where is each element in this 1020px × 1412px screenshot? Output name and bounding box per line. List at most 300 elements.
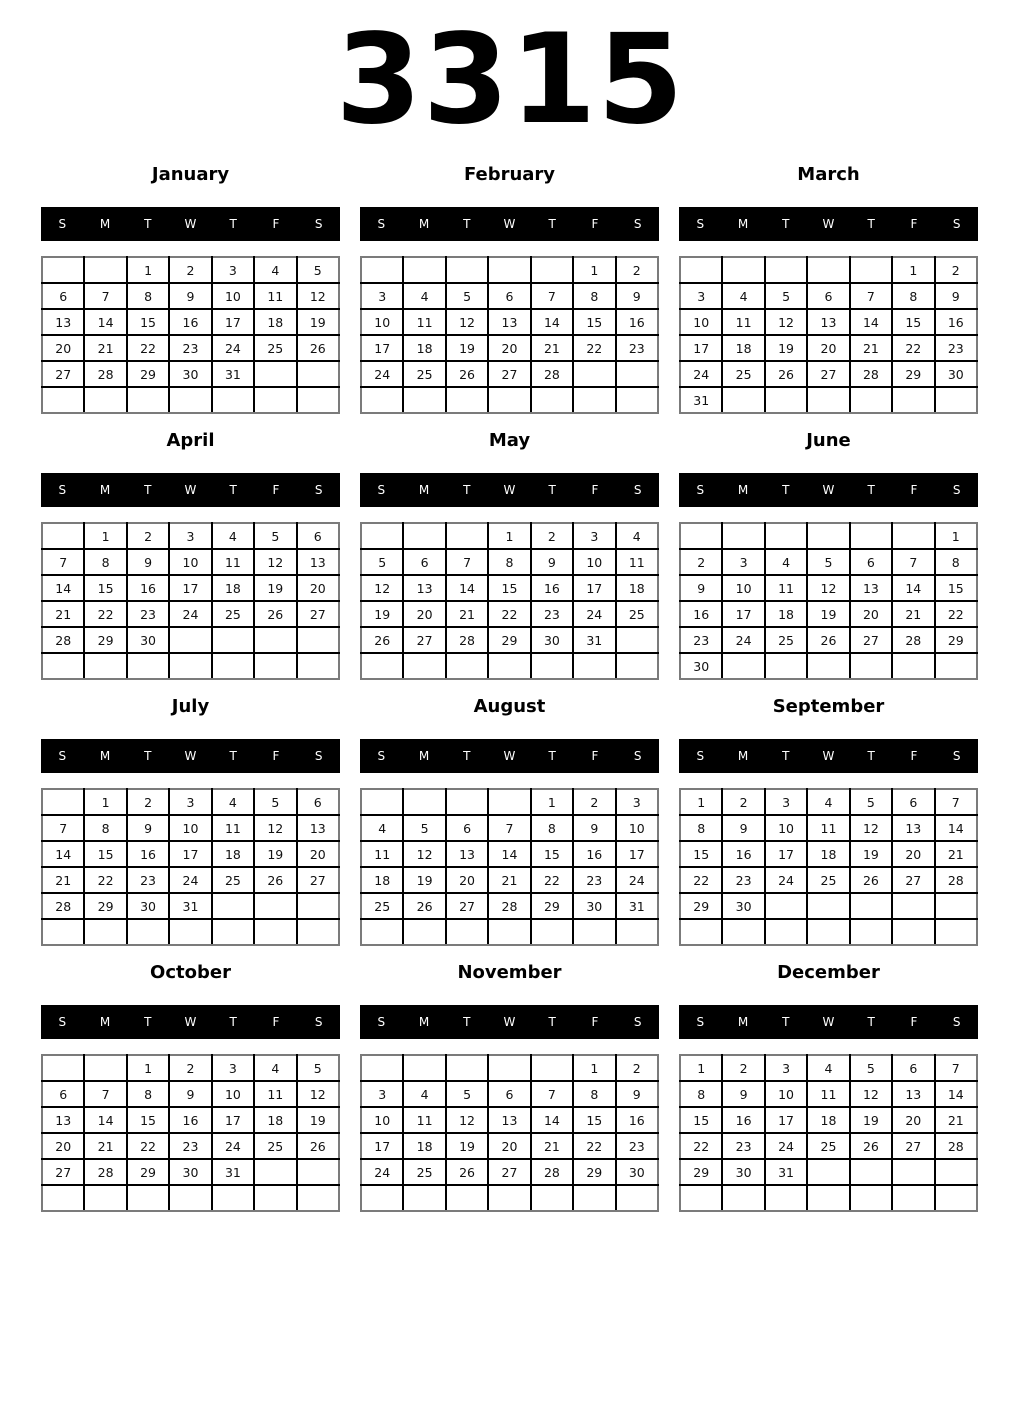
day-cell: 8 [680,815,722,841]
empty-day-cell [297,893,339,919]
week-row [361,1159,658,1185]
day-cell: 23 [169,1133,211,1159]
empty-day-cell [403,1185,445,1211]
month-block [679,165,978,414]
empty-day-cell [84,919,126,945]
weekday-header: T [782,749,790,763]
weekday-header: T [548,749,556,763]
day-cell: 25 [361,893,403,919]
day-cell: 9 [127,549,169,575]
day-cell: 18 [722,335,764,361]
day-cell: 2 [169,1055,211,1081]
day-cell: 13 [42,309,84,335]
day-cell: 26 [297,1133,339,1159]
day-cell: 17 [361,1133,403,1159]
weekday-header: S [633,749,642,763]
week-row [361,361,658,387]
day-cell: 3 [212,257,254,283]
week-row [361,335,658,361]
week-row [361,549,658,575]
day-cell: 21 [84,1133,126,1159]
day-cell: 29 [127,361,169,387]
day-cell: 3 [212,1055,254,1081]
day-cell: 12 [403,841,445,867]
empty-day-cell [254,919,296,945]
month-block [41,697,340,946]
day-cell: 14 [531,309,573,335]
day-cell: 25 [254,1133,296,1159]
empty-day-cell [680,1185,722,1211]
empty-day-cell [297,387,339,413]
weekday-header: S [696,1015,705,1029]
day-cell: 6 [488,283,530,309]
day-cell: 9 [573,815,615,841]
day-cell: 18 [765,601,807,627]
empty-day-cell [403,1055,445,1081]
day-cell: 3 [361,1081,403,1107]
weekday-header: M [99,1015,111,1029]
empty-day-cell [212,653,254,679]
day-cell: 13 [446,841,488,867]
day-cell: 7 [850,283,892,309]
weekday-header: T [782,483,790,497]
day-cell: 7 [892,549,934,575]
empty-day-cell [446,653,488,679]
empty-day-cell [254,653,296,679]
weekday-header: M [418,483,430,497]
week-row [361,815,658,841]
empty-day-cell [297,919,339,945]
day-cell: 9 [169,283,211,309]
day-cell: 2 [935,257,977,283]
day-cell: 20 [488,335,530,361]
day-cell: 15 [680,1107,722,1133]
days-table [679,522,978,680]
day-cell: 7 [84,1081,126,1107]
day-cell: 1 [127,1055,169,1081]
empty-day-cell [361,789,403,815]
day-cell: 8 [84,549,126,575]
day-cell: 27 [892,1133,934,1159]
weekday-header: T [144,1015,152,1029]
day-cell: 7 [488,815,530,841]
day-cell: 10 [212,283,254,309]
day-cell: 3 [169,789,211,815]
day-cell: 2 [722,1055,764,1081]
empty-day-cell [42,257,84,283]
month-block [41,431,340,680]
month-title: November [457,962,562,983]
empty-day-cell [807,387,849,413]
week-row [42,653,339,679]
week-row [361,257,658,283]
week-row [361,601,658,627]
day-cell: 19 [850,1107,892,1133]
weekday-header: M [737,483,749,497]
empty-day-cell [765,523,807,549]
day-cell: 1 [84,789,126,815]
day-cell: 29 [573,1159,615,1185]
week-row [680,841,977,867]
week-row [361,919,658,945]
day-cell: 20 [42,335,84,361]
day-cell: 5 [765,283,807,309]
empty-day-cell [850,919,892,945]
weekday-header: T [463,217,471,231]
day-cell: 13 [297,815,339,841]
day-cell: 29 [488,627,530,653]
empty-day-cell [680,257,722,283]
day-cell: 19 [297,1107,339,1133]
weekday-header-bar [679,473,978,507]
day-cell: 18 [212,841,254,867]
weekday-header: T [229,1015,237,1029]
week-row [42,627,339,653]
day-cell: 31 [212,361,254,387]
empty-day-cell [935,919,977,945]
weekday-header-bar [41,1005,340,1039]
weekday-header: F [272,1015,280,1029]
day-cell: 23 [616,335,658,361]
day-cell: 17 [361,335,403,361]
days-table [360,788,659,946]
day-cell: 18 [403,335,445,361]
weekday-header: T [782,217,790,231]
day-cell: 3 [169,523,211,549]
day-cell: 21 [531,1133,573,1159]
day-cell: 13 [488,1107,530,1133]
weekday-header: T [867,1015,875,1029]
empty-day-cell [212,627,254,653]
day-cell: 7 [531,1081,573,1107]
days-table [679,788,978,946]
month-title: October [150,962,231,983]
empty-day-cell [254,361,296,387]
day-cell: 10 [169,815,211,841]
day-cell: 4 [212,789,254,815]
day-cell: 21 [42,601,84,627]
day-cell: 26 [446,1159,488,1185]
empty-day-cell [212,919,254,945]
weekday-header: F [591,749,599,763]
day-cell: 5 [297,1055,339,1081]
day-cell: 15 [680,841,722,867]
empty-day-cell [84,653,126,679]
weekday-header: M [99,217,111,231]
day-cell: 25 [807,867,849,893]
day-cell: 4 [254,257,296,283]
day-cell: 3 [573,523,615,549]
week-row [42,1055,339,1081]
week-row [361,1133,658,1159]
empty-day-cell [446,919,488,945]
day-cell: 18 [361,867,403,893]
day-cell: 19 [254,841,296,867]
week-row [42,919,339,945]
day-cell: 9 [531,549,573,575]
weekday-header: T [463,749,471,763]
week-row [680,601,977,627]
empty-day-cell [680,919,722,945]
day-cell: 9 [935,283,977,309]
day-cell: 1 [84,523,126,549]
empty-day-cell [850,653,892,679]
empty-day-cell [722,1185,764,1211]
day-cell: 3 [765,789,807,815]
day-cell: 26 [765,361,807,387]
day-cell: 5 [254,523,296,549]
empty-day-cell [361,387,403,413]
weekday-header-bar [679,207,978,241]
day-cell: 23 [680,627,722,653]
weekday-header: T [229,749,237,763]
day-cell: 15 [84,841,126,867]
empty-day-cell [765,893,807,919]
day-cell: 3 [680,283,722,309]
empty-day-cell [127,919,169,945]
day-cell: 10 [361,1107,403,1133]
month-block [41,165,340,414]
day-cell: 14 [84,309,126,335]
weekday-header: W [503,749,516,763]
empty-day-cell [297,627,339,653]
empty-day-cell [573,653,615,679]
empty-day-cell [616,919,658,945]
weekday-header: M [99,483,111,497]
week-row [42,1133,339,1159]
day-cell: 22 [680,1133,722,1159]
day-cell: 4 [403,283,445,309]
day-cell: 14 [935,1081,977,1107]
day-cell: 6 [488,1081,530,1107]
day-cell: 24 [361,361,403,387]
empty-day-cell [42,653,84,679]
day-cell: 6 [297,523,339,549]
empty-day-cell [127,387,169,413]
day-cell: 30 [935,361,977,387]
month-title: April [166,430,215,451]
day-cell: 11 [212,549,254,575]
empty-day-cell [361,1055,403,1081]
day-cell: 22 [84,601,126,627]
day-cell: 8 [573,1081,615,1107]
weekday-header: M [737,1015,749,1029]
day-cell: 23 [531,601,573,627]
day-cell: 5 [403,815,445,841]
day-cell: 27 [297,601,339,627]
day-cell: 14 [488,841,530,867]
weekday-header: F [591,483,599,497]
day-cell: 30 [722,1159,764,1185]
weekday-header: S [633,217,642,231]
day-cell: 23 [722,867,764,893]
week-row [680,1159,977,1185]
day-cell: 17 [212,309,254,335]
week-row [42,335,339,361]
day-cell: 9 [127,815,169,841]
day-cell: 6 [892,1055,934,1081]
weekday-header: M [418,1015,430,1029]
day-cell: 9 [616,283,658,309]
empty-day-cell [488,919,530,945]
weekday-header-bar [41,207,340,241]
day-cell: 8 [935,549,977,575]
month-title: March [797,164,860,185]
day-cell: 27 [892,867,934,893]
month-block [679,697,978,946]
day-cell: 25 [807,1133,849,1159]
empty-day-cell [722,919,764,945]
day-cell: 12 [254,815,296,841]
day-cell: 28 [531,1159,573,1185]
day-cell: 29 [84,893,126,919]
day-cell: 1 [680,1055,722,1081]
day-cell: 26 [361,627,403,653]
day-cell: 2 [127,523,169,549]
empty-day-cell [42,789,84,815]
empty-day-cell [850,257,892,283]
week-row [680,1055,977,1081]
days-table [360,522,659,680]
day-cell: 11 [403,309,445,335]
days-table [679,256,978,414]
empty-day-cell [254,1185,296,1211]
day-cell: 4 [807,789,849,815]
day-cell: 9 [722,1081,764,1107]
empty-day-cell [807,1159,849,1185]
empty-day-cell [254,627,296,653]
day-cell: 2 [616,257,658,283]
day-cell: 25 [722,361,764,387]
day-cell: 12 [850,815,892,841]
day-cell: 15 [892,309,934,335]
empty-day-cell [446,789,488,815]
day-cell: 14 [42,841,84,867]
weekday-header: F [591,217,599,231]
week-row [680,1133,977,1159]
month-title: February [463,164,556,185]
day-cell: 7 [446,549,488,575]
day-cell: 6 [42,283,84,309]
weekday-header: W [822,1015,835,1029]
day-cell: 28 [935,1133,977,1159]
day-cell: 2 [573,789,615,815]
day-cell: 19 [446,335,488,361]
day-cell: 27 [446,893,488,919]
day-cell: 11 [807,1081,849,1107]
weekday-header: T [144,749,152,763]
day-cell: 1 [680,789,722,815]
week-row [680,1081,977,1107]
weekday-header: T [144,217,152,231]
day-cell: 8 [84,815,126,841]
day-cell: 24 [361,1159,403,1185]
day-cell: 1 [573,257,615,283]
day-cell: 28 [892,627,934,653]
empty-day-cell [765,919,807,945]
day-cell: 27 [807,361,849,387]
empty-day-cell [892,1185,934,1211]
empty-day-cell [169,1185,211,1211]
day-cell: 20 [446,867,488,893]
day-cell: 4 [722,283,764,309]
day-cell: 19 [850,841,892,867]
day-cell: 21 [531,335,573,361]
day-cell: 16 [127,575,169,601]
weekday-header: W [822,217,835,231]
day-cell: 22 [127,1133,169,1159]
day-cell: 15 [127,309,169,335]
day-cell: 12 [446,309,488,335]
month-block [360,963,659,1212]
empty-day-cell [42,387,84,413]
week-row [42,1185,339,1211]
day-cell: 8 [127,1081,169,1107]
day-cell: 16 [169,1107,211,1133]
week-row [361,627,658,653]
day-cell: 9 [169,1081,211,1107]
day-cell: 28 [84,1159,126,1185]
month-title: June [806,430,851,451]
day-cell: 29 [935,627,977,653]
day-cell: 1 [531,789,573,815]
weekday-header: S [314,483,323,497]
day-cell: 14 [531,1107,573,1133]
weekday-header: S [696,217,705,231]
week-row [42,309,339,335]
week-row [361,653,658,679]
week-row [361,387,658,413]
day-cell: 11 [403,1107,445,1133]
day-cell: 24 [573,601,615,627]
day-cell: 10 [212,1081,254,1107]
empty-day-cell [616,653,658,679]
empty-day-cell [212,1185,254,1211]
day-cell: 20 [42,1133,84,1159]
day-cell: 17 [765,1107,807,1133]
week-row [680,653,977,679]
day-cell: 22 [573,335,615,361]
day-cell: 29 [84,627,126,653]
day-cell: 24 [680,361,722,387]
day-cell: 23 [127,867,169,893]
weekday-header-bar [360,473,659,507]
empty-day-cell [765,257,807,283]
weekday-header: T [229,483,237,497]
empty-day-cell [680,523,722,549]
day-cell: 11 [765,575,807,601]
month-title: May [488,430,531,451]
day-cell: 23 [722,1133,764,1159]
day-cell: 24 [722,627,764,653]
weekday-header: T [867,483,875,497]
day-cell: 12 [807,575,849,601]
day-cell: 20 [403,601,445,627]
empty-day-cell [807,653,849,679]
empty-day-cell [361,523,403,549]
day-cell: 23 [573,867,615,893]
week-row [361,1107,658,1133]
empty-day-cell [765,653,807,679]
day-cell: 16 [680,601,722,627]
empty-day-cell [488,1185,530,1211]
day-cell: 6 [892,789,934,815]
day-cell: 7 [531,283,573,309]
day-cell: 28 [935,867,977,893]
day-cell: 26 [297,335,339,361]
weekday-header-bar [679,739,978,773]
day-cell: 24 [169,601,211,627]
